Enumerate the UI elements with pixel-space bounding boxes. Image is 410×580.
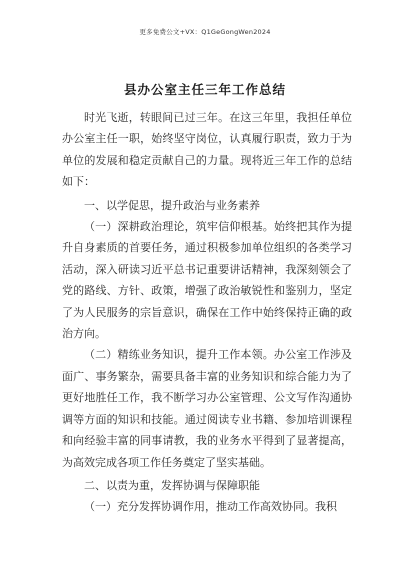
section-heading-2: 二、以责为重，发挥协调与保障职能 <box>84 478 260 492</box>
intro-paragraph: 时光飞逝，转眼间已过三年。在这三年里，我担任单位办公室主任一职，始终坚守岗位，认真履行职责，致力于为单位的发展和稳定贡献自己的力量。现将近三年工作的总结如下： <box>62 111 352 189</box>
document-title: 县办公室主任三年工作总结 <box>123 82 286 97</box>
body-paragraph: （二）精练业务知识，提升工作本领。办公室工作涉及面广、事务繁杂，需要具备丰富的业务知识和综合能力为了更好地胜任工作，我不断学习办公室管理、公文写作沟通协调等方面的知识和技能。通过阅读专业书籍、参加培训课程和向经验丰富的同事请教，我的业务水平得到了显著提高，为高效完成各项工作任务奠定了坚实基础。 <box>62 348 352 469</box>
document-body <box>62 107 352 518</box>
section-heading-1: 一、以学促思，提升政治与业务素养 <box>84 198 260 212</box>
header-note: 更多免费公文+VX：Q1GeGongWen2024 <box>139 28 271 36</box>
body-paragraph: （一）充分发挥协调作用，推动工作高效协同。我积 <box>84 500 337 514</box>
body-paragraph: （一）深耕政治理论，筑牢信仰根基。始终把其作为提升自身素质的首要任务，通过积极参加单位组织的各类学习活动，深入研读习近平总书记重要讲话精神，我深刻领会了党的路线、方针、政策，增强了政治敏锐性和鉴别力，坚定了为人民服务的宗旨意识，确保在工作中始终保持正确的政治方向。 <box>62 220 352 341</box>
